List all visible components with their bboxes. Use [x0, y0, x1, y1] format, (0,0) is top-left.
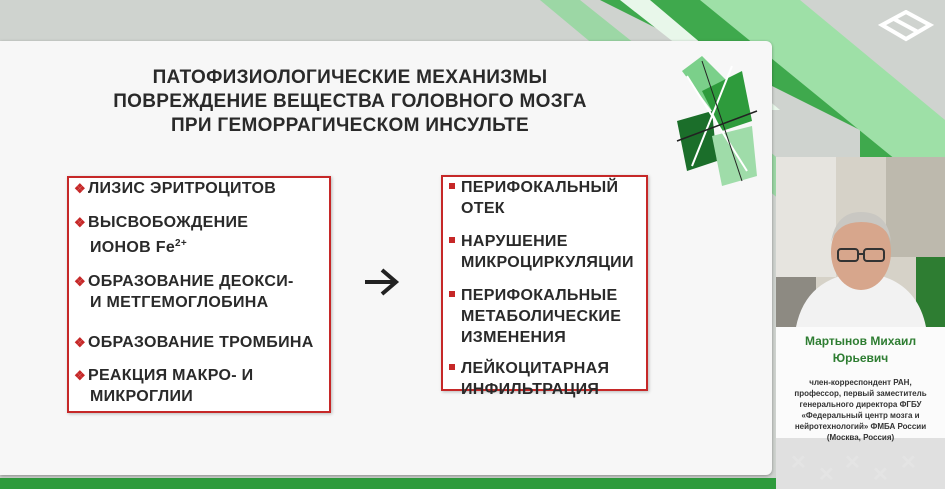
diamond-bullet-icon: ❖ [74, 215, 86, 230]
cube-logo-icon [878, 10, 934, 42]
list-item: ❖ ВЫСВОБОЖДЕНИЕ ИОНОВ $Fe^{2+}$ [74, 214, 249, 257]
diamond-bullet-icon: ❖ [74, 181, 86, 196]
list-item: НАРУШЕНИЕ МИКРОЦИРКУЛЯЦИИ [449, 231, 634, 273]
presentation-slide [0, 41, 772, 475]
list-item: ❖ ЛИЗИС ЭРИТРОЦИТОВ [74, 180, 277, 197]
speaker-name: Мартынов Михаил Юрьевич [804, 334, 917, 365]
x-mark-icon: ✕ [872, 464, 889, 486]
diamond-bullet-icon: ❖ [74, 368, 86, 383]
speaker-caption [776, 327, 945, 442]
list-item: ❖ ОБРАЗОВАНИЕ ДЕОКСИ- И МЕТГЕМОГЛОБИНА [74, 273, 294, 311]
x-mark-icon: ✕ [790, 452, 807, 474]
list-item: ПЕРИФОКАЛЬНЫЕ МЕТАБОЛИЧЕСКИЕ ИЗМЕНЕНИЯ [449, 285, 621, 348]
right-arrow-icon [362, 267, 402, 297]
x-mark-icon: ✕ [844, 452, 861, 474]
square-bullet-icon [449, 364, 455, 370]
list-item: ❖ ОБРАЗОВАНИЕ ТРОМБИНА [74, 334, 314, 351]
square-bullet-icon [449, 237, 455, 243]
x-mark-icon: ✕ [900, 452, 917, 474]
decorative-figure [672, 51, 762, 191]
list-item: ЛЕЙКОЦИТАРНАЯ ИНФИЛЬТРАЦИЯ [449, 358, 609, 400]
slide-title: ПАТОФИЗИОЛОГИЧЕСКИЕ МЕХАНИЗМЫ ПОВРЕЖДЕНИЕ ВЕЩЕСТВА ГОЛОВНОГО МОЗГА ПРИ ГЕМОРРАГИЧЕСКОМ ИНСУЛЬТЕ [113, 67, 587, 136]
diamond-bullet-icon: ❖ [74, 335, 86, 350]
list-item: ПЕРИФОКАЛЬНЫЙ ОТЕК [449, 177, 618, 219]
square-bullet-icon [449, 291, 455, 297]
list-item: ❖ РЕАКЦИЯ МАКРО- И МИКРОГЛИИ [74, 367, 254, 405]
square-bullet-icon [449, 183, 455, 189]
diamond-bullet-icon: ❖ [74, 274, 86, 289]
speaker-description: член-корреспондент РАН, профессор, первый заместитель генерального директора ФГБУ «Федеральный центр мозга и нейротехнологий» ФМБА России (Москва, Россия) [794, 378, 927, 442]
x-mark-icon: ✕ [818, 464, 835, 486]
speaker-avatar [776, 157, 945, 327]
speaker-video [776, 157, 945, 327]
